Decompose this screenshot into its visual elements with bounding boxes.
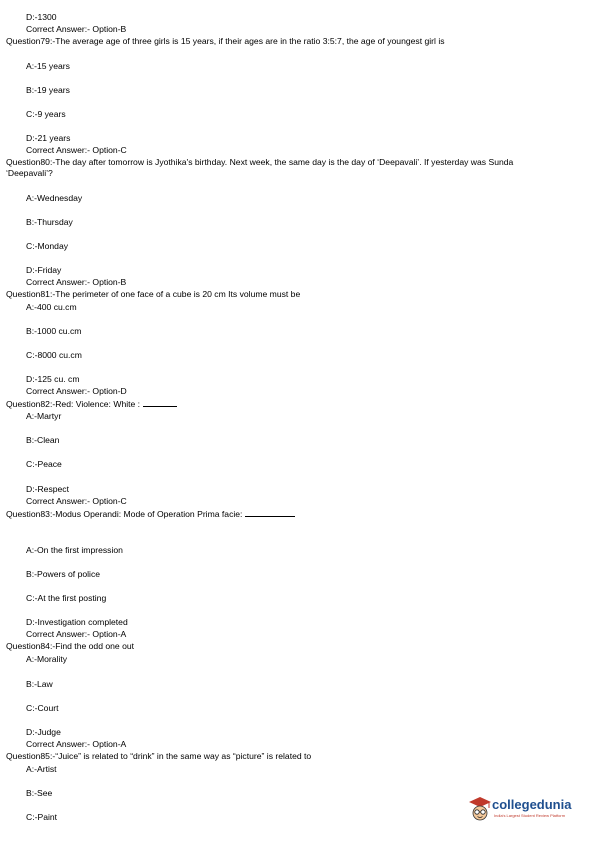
line-text: B:-19 years [26,85,70,95]
line-text: C:-Peace [26,459,62,469]
answer-option [26,241,68,252]
logo-tagline: India's Largest Student Review Platform [494,813,566,818]
line-text: B:-Law [26,679,53,689]
fill-in-blank [143,398,177,407]
answer-option [26,593,106,604]
line-text: D:-Investigation completed [26,617,128,627]
answer-option [26,545,123,556]
line-text: Question80:-The day after tomorrow is Jyothika's birthday. Next week, the same day is the day of ‘Deepavali’. If yesterday was Sunda [6,157,514,167]
correct-answer [26,145,127,156]
line-text: Question85:-“Juice” is related to “drink” in the same way as “picture” is related to [6,751,312,761]
question-text [6,157,513,168]
line-text: Question82:-Red: Violence: White : [6,399,141,409]
answer-option [26,265,61,276]
line-text: Question79:-The average age of three girls is 15 years, if their ages are in the ratio 3:5:7, the age of youngest girl is [6,36,445,46]
answer-option [26,654,67,665]
answer-option [26,764,57,775]
graduate-mascot-icon [468,796,492,824]
fill-in-blank [245,508,295,517]
line-text: Question81:-The perimeter of one face of a cube is 20 cm Its volume must be [6,289,301,299]
answer-option [26,133,70,144]
correct-answer [26,24,126,35]
answer-option [26,788,52,799]
correct-answer [26,386,127,397]
answer-option [26,484,69,495]
line-text: Correct Answer:- Option-A [26,629,127,639]
question-text [6,641,134,652]
line-text: D:-Friday [26,265,62,275]
line-text: A:-400 cu.cm [26,302,77,312]
line-text: A:-On the first impression [26,545,123,555]
answer-option [26,109,66,120]
answer-option [26,326,81,337]
collegedunia-logo [468,796,588,826]
answer-option [26,85,70,96]
line-text: A:-Artist [26,764,57,774]
logo-wordmark: collegedunia [492,797,572,812]
line-text: Question83:-Modus Operandi: Mode of Operation Prima facie: [6,509,243,519]
line-text: Correct Answer:- Option-C [26,145,127,155]
line-text: D:-Respect [26,484,69,494]
line-text: C:-Monday [26,241,69,251]
line-text: A:-15 years [26,61,70,71]
line-text: B:-See [26,788,53,798]
answer-option [26,12,57,23]
line-text: D:-Judge [26,727,61,737]
line-text: Correct Answer:- Option-B [26,277,127,287]
answer-option [26,350,82,361]
question-text [6,36,445,47]
line-text: Correct Answer:- Option-B [26,24,127,34]
correct-answer [26,739,126,750]
answer-option [26,217,73,228]
answer-option [26,374,80,385]
question-text [6,168,53,179]
question-text [6,398,177,410]
line-text: B:-Powers of police [26,569,101,579]
line-text: B:-Clean [26,435,60,445]
line-text: A:-Morality [26,654,68,664]
answer-option [26,727,61,738]
line-text: A:-Wednesday [26,193,83,203]
question-text [6,751,311,762]
correct-answer [26,277,126,288]
answer-option [26,61,70,72]
answer-option [26,703,58,714]
question-text [6,289,300,300]
line-text: A:-Martyr [26,411,62,421]
answer-option [26,617,128,628]
answer-option [26,812,57,823]
line-text: Correct Answer:- Option-A [26,739,127,749]
line-text: C:-9 years [26,109,66,119]
answer-option [26,193,82,204]
line-text: Correct Answer:- Option-D [26,386,127,396]
answer-option [26,459,62,470]
line-text: B:-1000 cu.cm [26,326,82,336]
line-text: Question84:-Find the odd one out [6,641,135,651]
answer-option [26,569,100,580]
line-text: C:-8000 cu.cm [26,350,82,360]
question-text [6,508,295,520]
answer-option [26,302,77,313]
answer-option [26,411,61,422]
line-text: C:-At the first posting [26,593,107,603]
line-text: D:-125 cu. cm [26,374,80,384]
line-text: D:-21 years [26,133,71,143]
line-text: C:-Court [26,703,59,713]
line-text: ‘Deepavali’? [6,168,53,178]
answer-option [26,679,53,690]
line-text: B:-Thursday [26,217,73,227]
answer-option [26,435,59,446]
correct-answer [26,629,126,640]
correct-answer [26,496,127,507]
line-text: C:-Paint [26,812,58,822]
line-text: Correct Answer:- Option-C [26,496,127,506]
line-text: D:-1300 [26,12,57,22]
